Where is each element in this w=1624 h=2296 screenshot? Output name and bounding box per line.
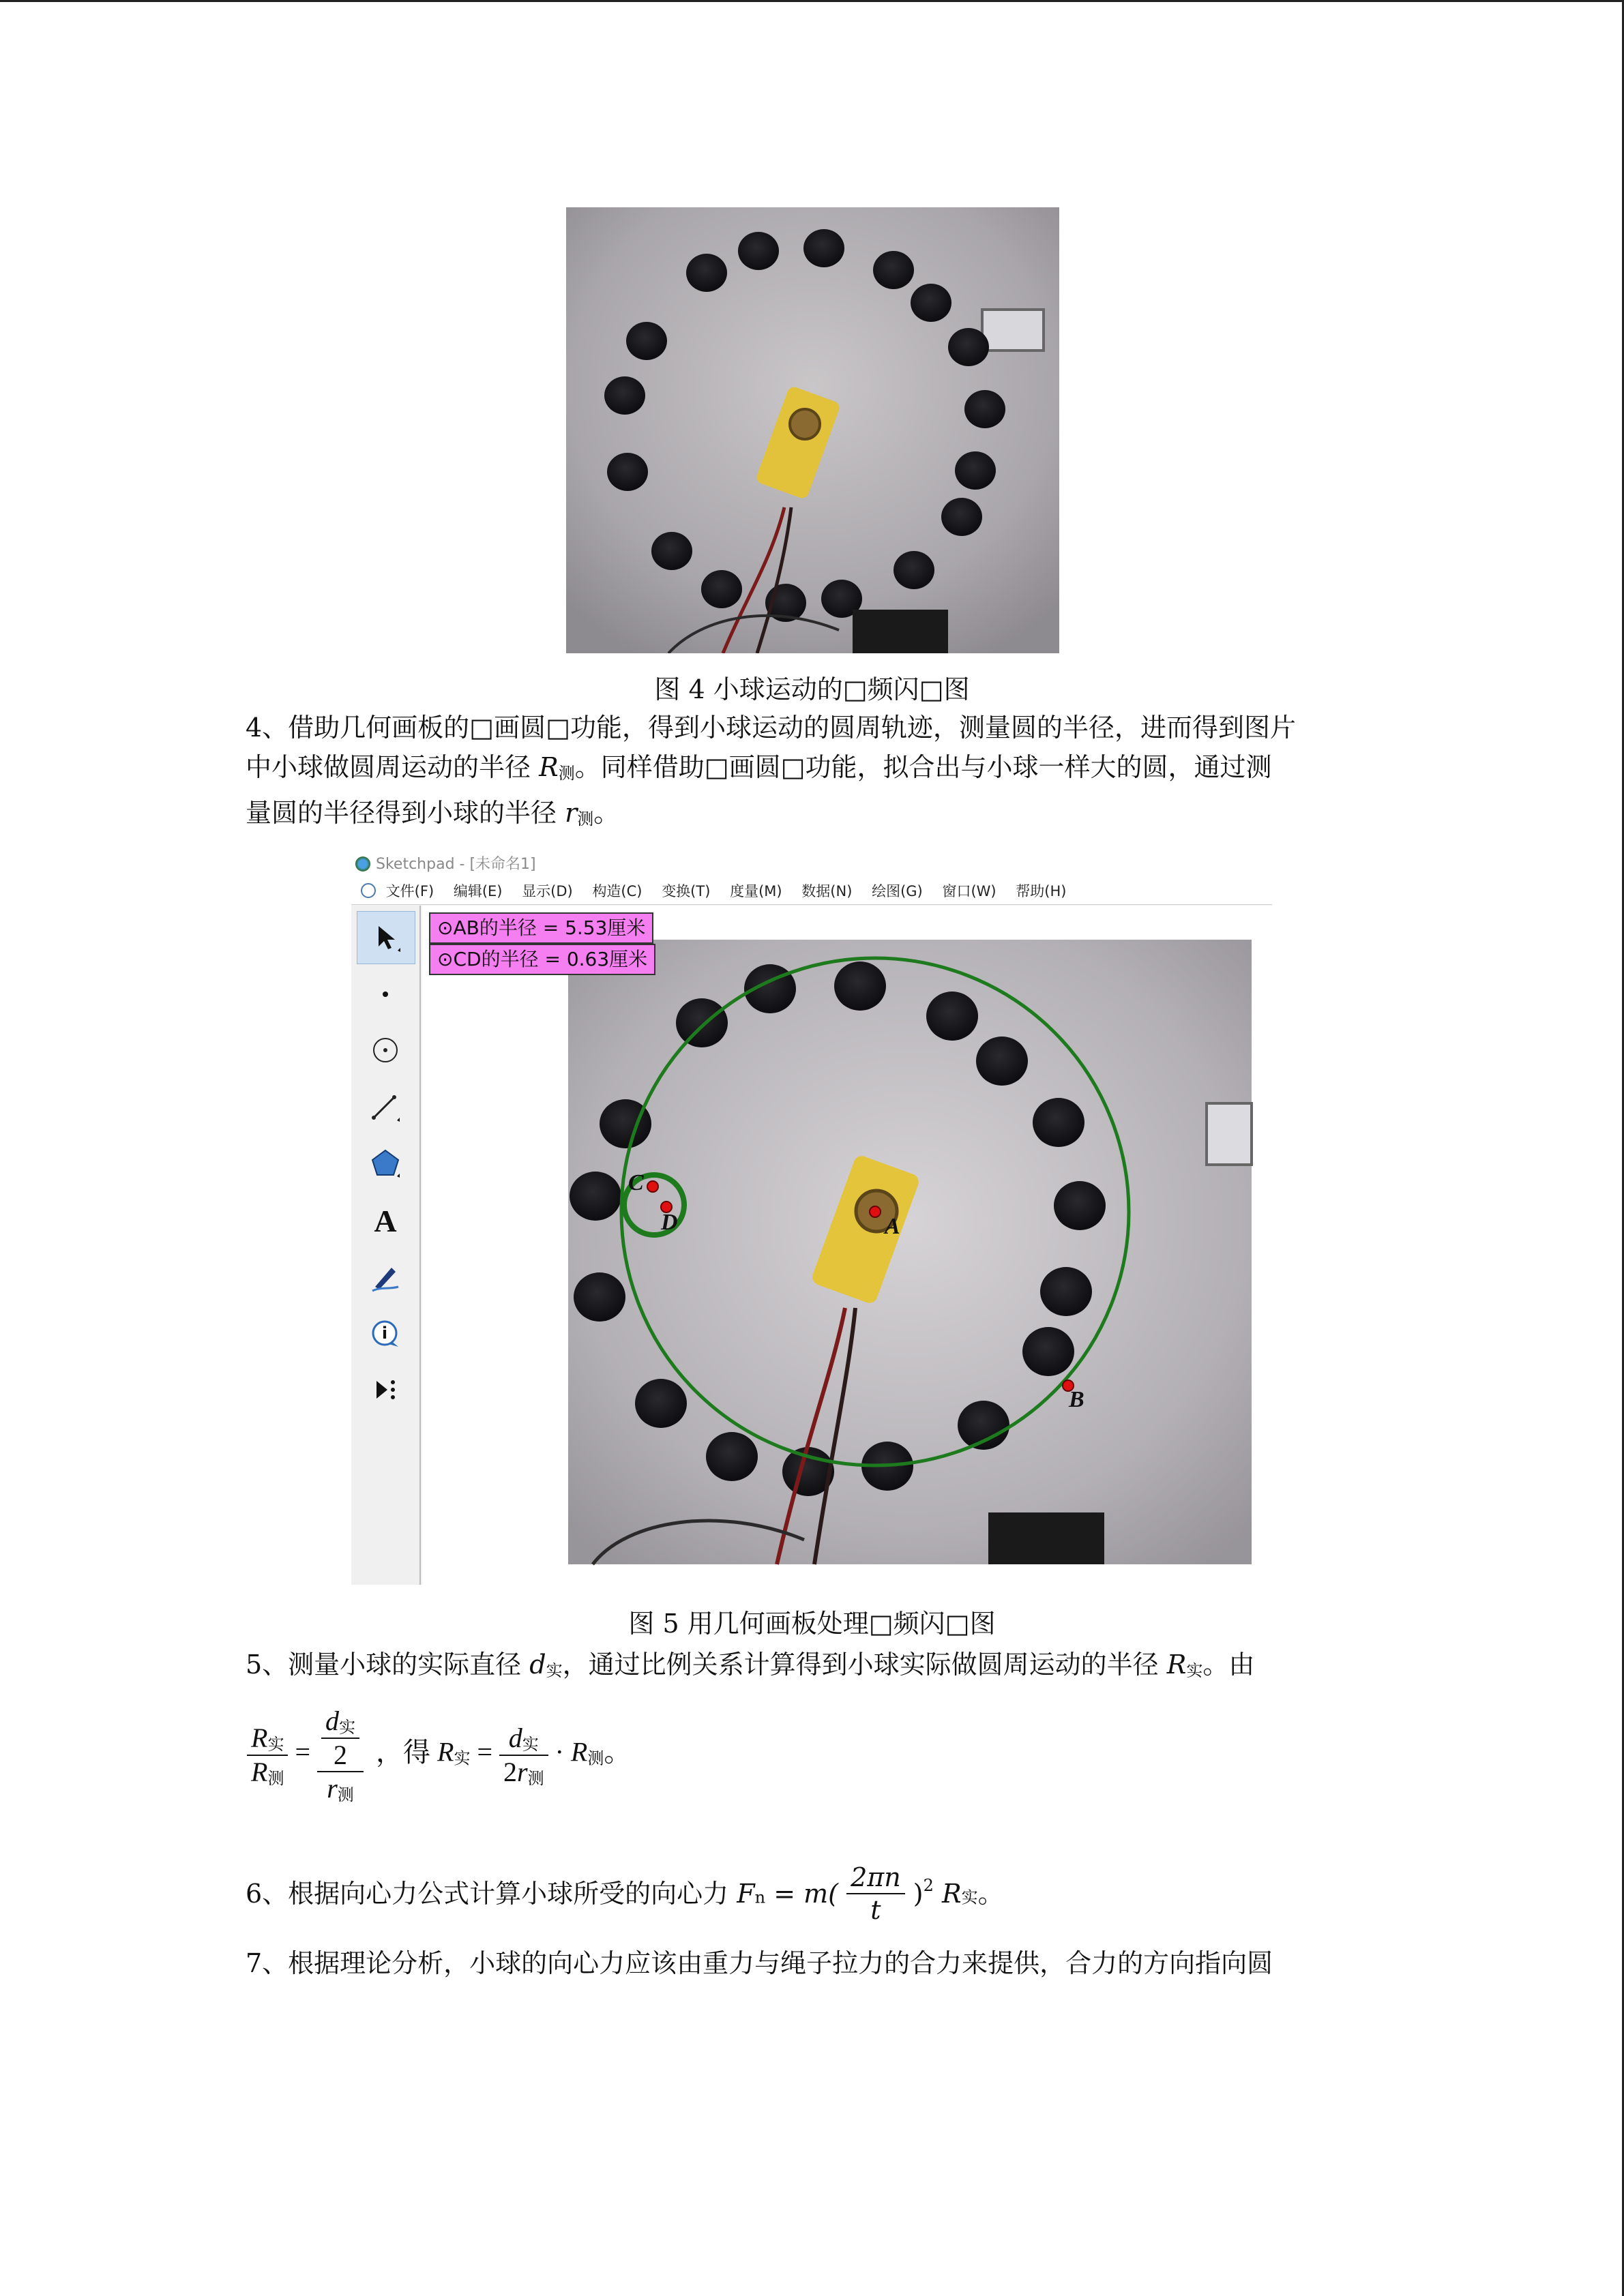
menu-help[interactable]: 帮助(H) (1016, 883, 1067, 899)
var-r: r (565, 798, 578, 828)
sketchpad-window (351, 851, 1272, 1585)
compound-fraction (317, 1705, 364, 1805)
marker-tool[interactable] (357, 1251, 414, 1302)
text-span: = m( (773, 1879, 838, 1909)
arrow-icon (369, 921, 403, 955)
paragraph-4-line-2 (246, 747, 1378, 793)
point-label-d[interactable]: D (661, 1210, 678, 1235)
var-r: r (327, 1773, 338, 1804)
denominator (247, 1756, 288, 1789)
var-R: R (437, 1736, 454, 1768)
result-fraction (499, 1722, 548, 1789)
coefficient: 2 (503, 1756, 517, 1787)
straightedge-tool[interactable] (357, 1082, 414, 1133)
dot-operator: · (555, 1736, 564, 1768)
segment-icon (368, 1090, 402, 1124)
point-label-c[interactable]: C (628, 1170, 644, 1195)
subscript: 实 (522, 1735, 539, 1754)
text-span: 量圆的半径得到小球的半径 (246, 798, 565, 828)
subscript: 测 (267, 1770, 284, 1788)
figure-5-caption: 图 5 用几何画板处理□频闪□图 (628, 1609, 996, 1639)
subscript: n (754, 1888, 766, 1907)
numerator (247, 1722, 288, 1756)
sketch-canvas[interactable] (422, 906, 1272, 1585)
equals-sign: = (295, 1736, 310, 1768)
paragraph-5 (246, 1645, 1378, 1690)
subscript: 测 (527, 1770, 544, 1788)
denominator: 2 (334, 1740, 347, 1770)
text-span: 。 (593, 798, 620, 828)
strobe-photo-drawing (566, 207, 1059, 653)
menu-display[interactable]: 显示(D) (522, 883, 573, 899)
page-top-border (0, 0, 1624, 2)
var-d: d (508, 1722, 522, 1753)
menu-measure[interactable]: 度量(M) (730, 883, 782, 899)
numerator (499, 1722, 548, 1756)
custom-tools[interactable] (357, 1364, 414, 1416)
menu-transform[interactable]: 变换(T) (662, 883, 711, 899)
point-label-b[interactable]: B (1069, 1387, 1084, 1412)
var-R: R (539, 752, 559, 782)
text-span: 。由 (1202, 1650, 1255, 1680)
measure-cd-radius[interactable]: ⊙CD的半径 = 0.63厘米 (429, 944, 655, 975)
var-F: F (737, 1879, 755, 1909)
svg-text:i: i (381, 1324, 388, 1343)
subscript: 实 (454, 1750, 471, 1768)
numerator (321, 1705, 359, 1739)
strobe-photo (566, 207, 1059, 653)
point-tool[interactable] (357, 968, 414, 1020)
var-R: R (942, 1879, 962, 1909)
var-R: R (251, 1756, 268, 1787)
var-r: r (517, 1756, 528, 1787)
text-tool[interactable] (357, 1195, 414, 1247)
pentagon-icon (368, 1146, 402, 1180)
text-span: 中小球做圆周运动的半径 (246, 752, 540, 782)
measure-ab-radius[interactable]: ⊙AB的半径 = 5.53厘米 (429, 912, 653, 944)
subscript: 实 (546, 1661, 563, 1680)
subscript: 实 (339, 1719, 355, 1737)
marker-icon (368, 1259, 402, 1294)
var-d: d (529, 1650, 546, 1680)
angular-fraction (846, 1862, 905, 1926)
toolbox (351, 906, 421, 1585)
var-R: R (1166, 1650, 1187, 1680)
subscript: 测 (337, 1787, 354, 1804)
denominator (499, 1756, 548, 1789)
menu-data[interactable]: 数据(N) (801, 883, 853, 899)
menu-edit[interactable]: 编辑(E) (453, 883, 503, 899)
paragraph-4 (246, 708, 1378, 839)
text-span: ) (913, 1879, 924, 1909)
numerator: 2πn (846, 1862, 905, 1894)
text-span: 。同样借助□画圆□功能，拟合出与小球一样大的圆，通过测 (574, 752, 1272, 782)
var-R: R (251, 1722, 268, 1753)
canvas-drawing (422, 906, 1272, 1585)
menu-file[interactable]: 文件(F) (385, 883, 434, 899)
menu-bar (351, 878, 1272, 905)
radius-formula (247, 1705, 631, 1805)
info-tool[interactable] (357, 1308, 414, 1360)
menu-construct[interactable]: 构造(C) (592, 883, 643, 899)
play-more-icon (368, 1373, 402, 1407)
arrow-tool[interactable] (357, 911, 415, 964)
sketchpad-title-bar (351, 851, 1272, 878)
subscript: 测 (577, 809, 594, 829)
compass-tool[interactable] (357, 1024, 414, 1076)
menu-graph[interactable]: 绘图(G) (872, 883, 923, 899)
menu-window[interactable]: 窗口(W) (942, 883, 996, 899)
text-span: 。 (977, 1879, 1004, 1909)
exponent: 2 (923, 1875, 934, 1895)
subscript: 实 (267, 1735, 284, 1754)
document-icon (361, 883, 376, 898)
denominator (317, 1772, 364, 1805)
circle-icon (368, 1033, 402, 1067)
text-span: ，通过比例关系计算得到小球实际做圆周运动的半径 (562, 1650, 1167, 1680)
var-R: R (570, 1736, 588, 1768)
denominator: t (870, 1895, 881, 1925)
equals-sign: = (477, 1736, 492, 1768)
point-label-a[interactable]: A (885, 1214, 900, 1239)
point-icon (368, 977, 402, 1011)
sketchpad-logo-icon (355, 856, 370, 871)
info-icon (368, 1317, 402, 1351)
var-d: d (325, 1705, 339, 1736)
paragraph-4-line-3 (246, 793, 1378, 839)
figure-4-caption: 图 4 小球运动的□频闪□图 (654, 674, 970, 704)
subscript: 实 (1186, 1661, 1203, 1680)
paragraph-4-line-1: 4、借助几何画板的□画圆□功能，得到小球运动的圆周轨迹，测量圆的半径，进而得到图片 (246, 713, 1296, 743)
subscript: 测 (558, 764, 575, 783)
paragraph-7: 7、根据理论分析，小球的向心力应该由重力与绳子拉力的合力来提供，合力的方向指向圆 (246, 1948, 1273, 1978)
text-span: 6、根据向心力公式计算小球所受的向心力 (246, 1879, 737, 1909)
text-span: 5、测量小球的实际直径 (246, 1650, 530, 1680)
ratio-fraction (247, 1722, 288, 1789)
polygon-tool[interactable] (357, 1137, 414, 1189)
subscript: 测 (587, 1750, 604, 1768)
subscript: 实 (961, 1888, 978, 1907)
inner-fraction (321, 1705, 359, 1771)
text-icon: A (374, 1203, 397, 1238)
text-span: ，得 (376, 1736, 430, 1768)
window-title: Sketchpad - [未命名1] (376, 856, 536, 873)
paragraph-6 (246, 1862, 1378, 1926)
text-span: 。 (604, 1736, 632, 1768)
numerator (317, 1705, 364, 1772)
